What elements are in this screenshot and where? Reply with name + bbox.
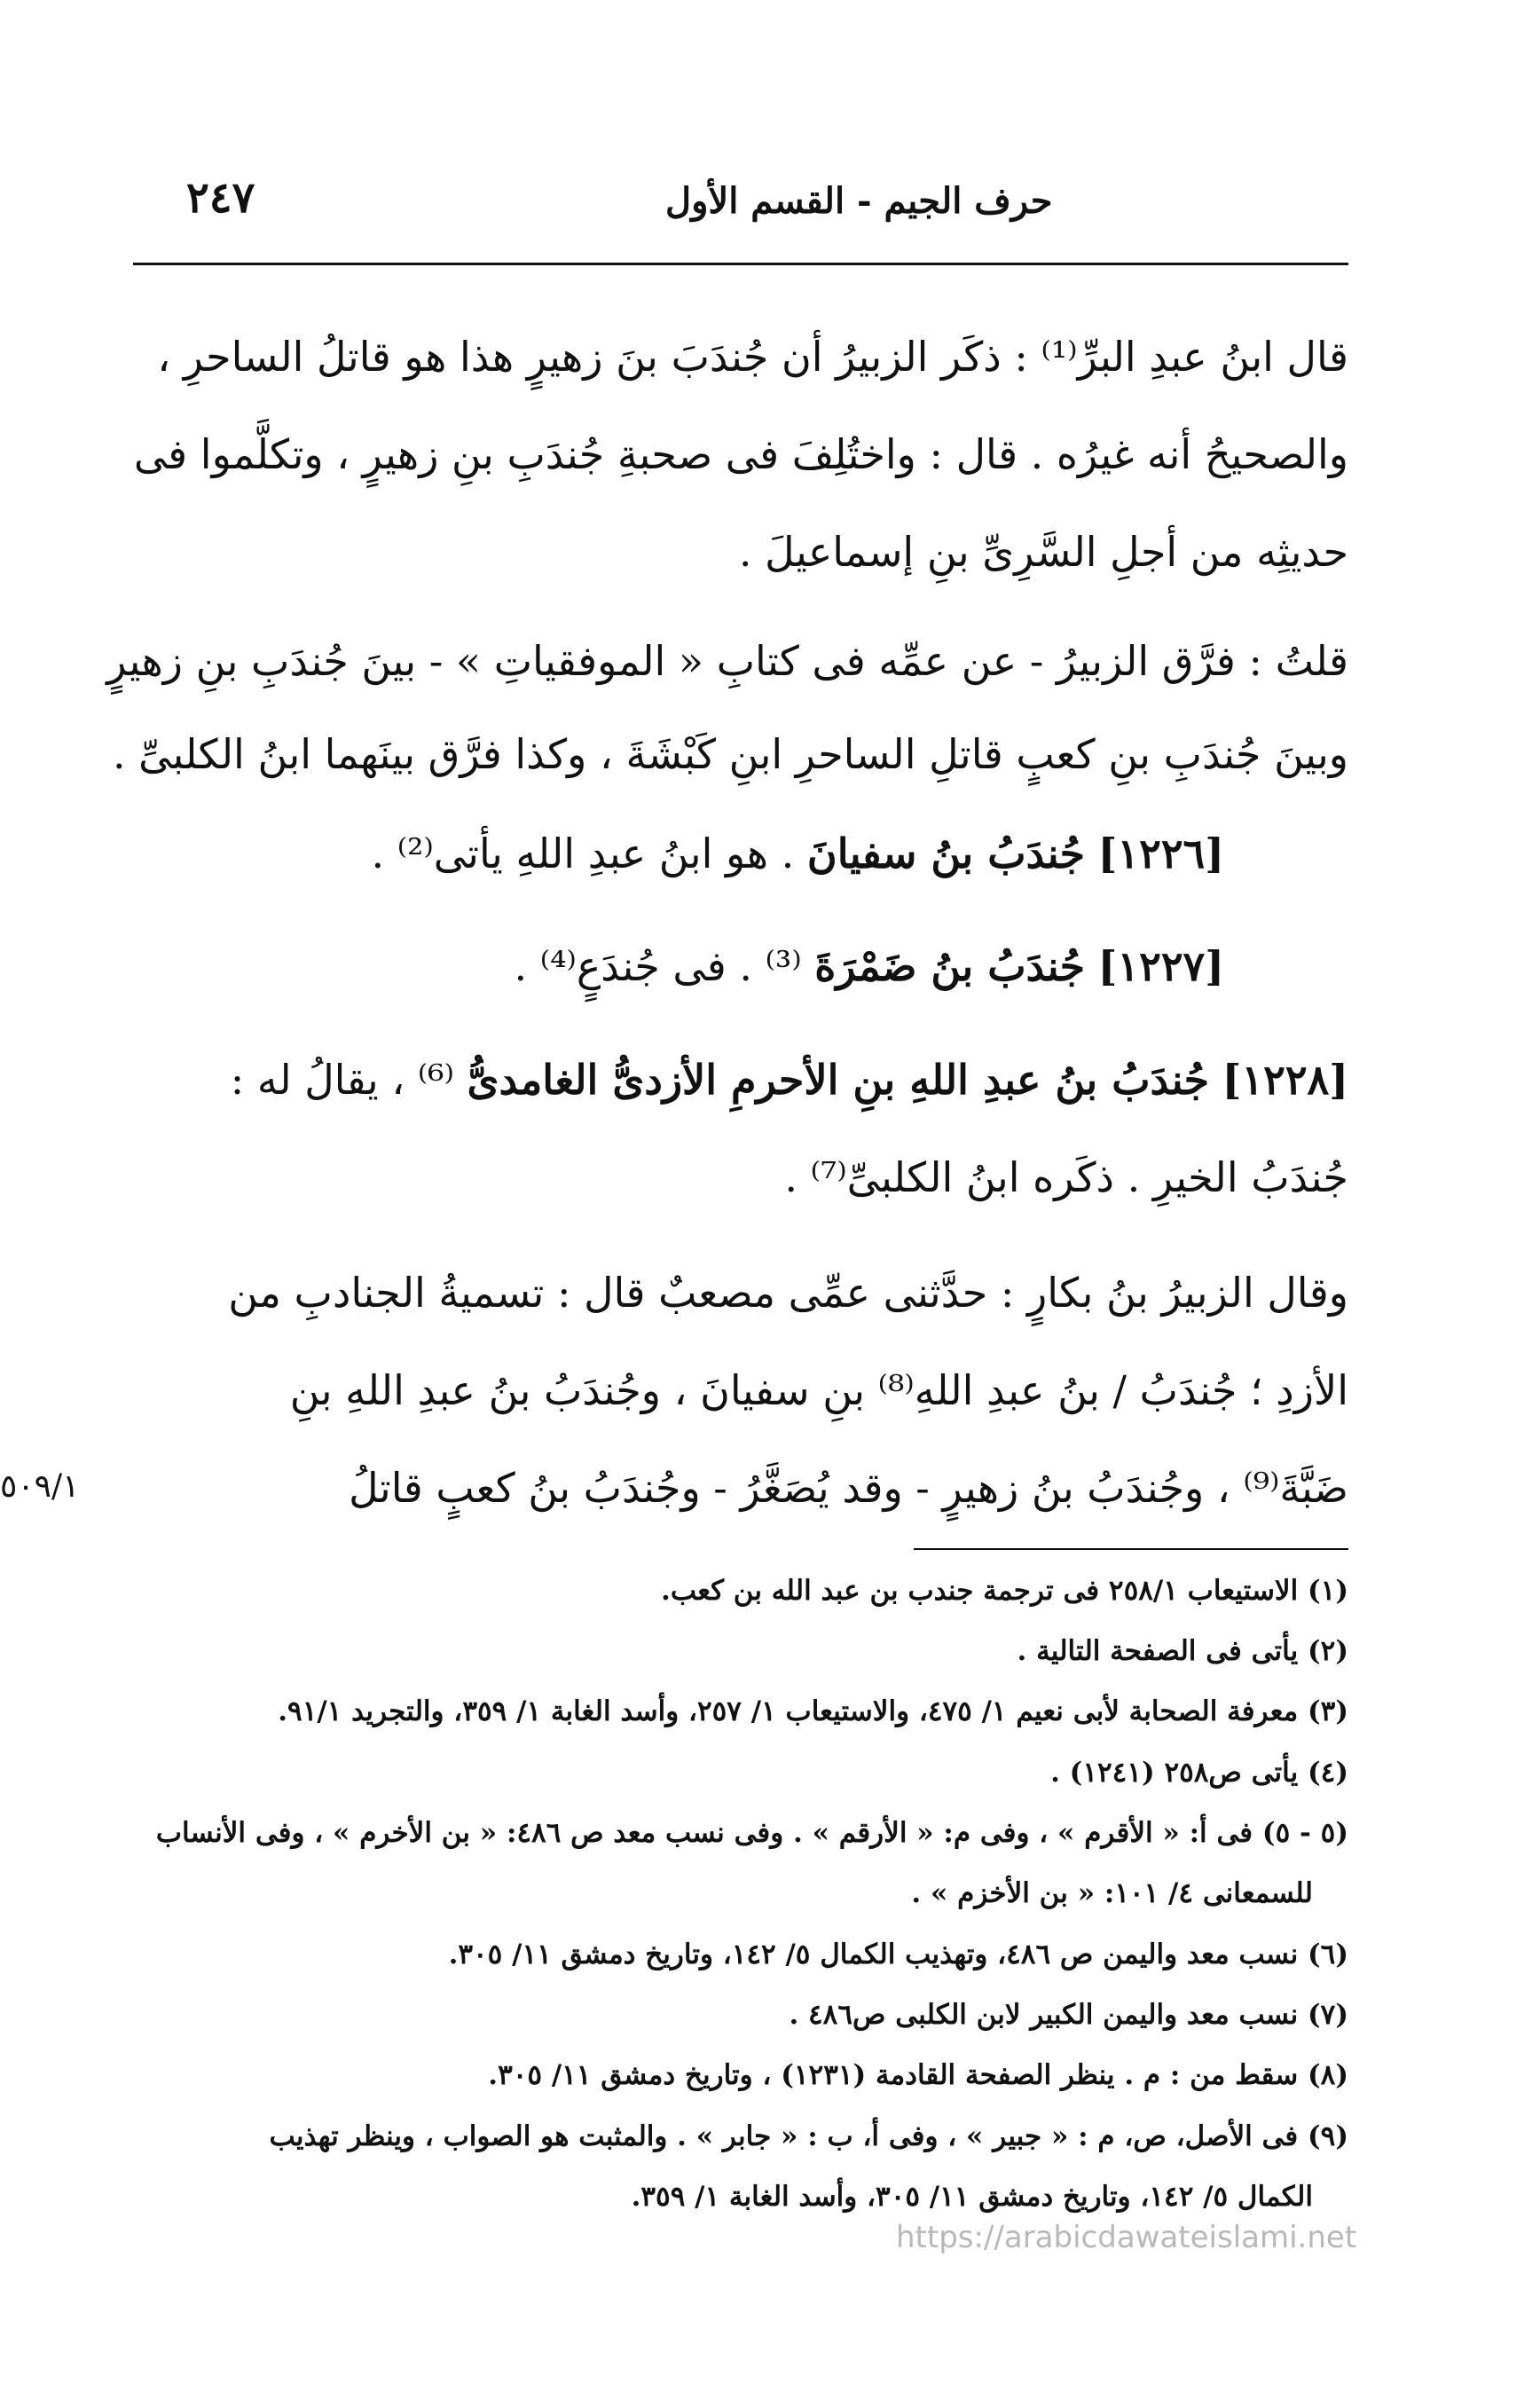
footnote: (٧) نسب معد واليمن الكبير لابن الكلبى ص٤٨٦ . bbox=[789, 1999, 1348, 2031]
footnote: (٦) نسب معد واليمن ص ٤٨٦، وتهذيب الكمال ٥/ ١٤٢، وتاريخ دمشق ١١/ ٣٠٥. bbox=[448, 1939, 1348, 1970]
footnote: (٥ - ٥) فى أ: « الأقرم » ، وفى م: « الأرقم » . وفى نسب معد ص ٤٨٦: « بن الأخرم » ، وفى الأنساب bbox=[155, 1817, 1348, 1849]
footnote: (٨) سقط من : م . ينظر الصفحة القادمة (١٢٣١) ، وتاريخ دمشق ١١/ ٣٠٥. bbox=[488, 2059, 1348, 2091]
text-line: جُندَبُ الخيرِ . ذكَره ابنُ الكلبىِّ⁽⁷⁾ . bbox=[784, 1153, 1348, 1201]
entry-name: جُندَبُ بنُ سفيانَ bbox=[806, 830, 1086, 877]
text-line: ضَبَّةَ⁽⁹⁾ ، وجُندَبُ بنُ زهيرٍ - وقد يُصَغَّرُ - وجُندَبُ بنُ كعبٍ قاتلُ bbox=[349, 1464, 1348, 1512]
margin-reference: ٥٠٩/١ bbox=[0, 1468, 80, 1505]
text-line: وقال الزبيرُ بنُ بكارٍ : حدَّثنى عمِّى مصعبٌ قال : تسميةُ الجنادبِ من bbox=[228, 1269, 1348, 1317]
text-line: وبينَ جُندَبِ بنِ كعبٍ قاتلِ الساحرِ ابنِ كَبْشَةَ ، وكذا فرَّق بينَهما ابنُ الكلبىِّ . bbox=[112, 730, 1348, 778]
entry-name: جُندَبُ بنُ ضَمْرَةَ bbox=[814, 942, 1086, 990]
main-text bbox=[106, 0, 1348, 2399]
entry-1227 bbox=[133, 942, 1224, 990]
entry-number: [١٢٢٨] bbox=[1222, 1056, 1348, 1104]
entry-name: جُندَبُ بنُ عبدِ اللهِ بنِ الأحرمِ الأزدىُّ الغامدىُّ bbox=[467, 1056, 1210, 1104]
running-title: حرف الجيم - القسم الأول bbox=[665, 180, 1053, 222]
footnote: (٤) يأتى ص٢٥٨ (١٢٤١) . bbox=[1050, 1757, 1348, 1789]
footnote: (٣) معرفة الصحابة لأبى نعيم ١/ ٤٧٥، والاستيعاب ١/ ٢٥٧، وأسد الغابة ١/ ٣٥٩، والتجريد ٩١/١. bbox=[278, 1695, 1348, 1727]
footnote: (٢) يأتى فى الصفحة التالية . bbox=[1017, 1635, 1348, 1667]
footnote: (٩) فى الأصل، ص، م : « جبير » ، وفى أ، ب : « جابر » . والمثبت هو الصواب ، وينظر تهذيب bbox=[269, 2120, 1348, 2152]
entry-text: . هو ابنُ عبدِ اللهِ يأتى⁽²⁾ . bbox=[371, 830, 795, 877]
entry-text: ⁽⁶⁾ ، يقالُ له : bbox=[230, 1056, 454, 1104]
entry-text: ⁽³⁾ . فى جُندَعٍ⁽⁴⁾ . bbox=[514, 942, 802, 990]
text-line: والصحيحُ أنه غيرُه . قال : واختُلِفَ فى صحبةِ جُندَبِ بنِ زهيرٍ ، وتكلَّموا فى bbox=[133, 430, 1348, 478]
entry-number: [١٢٢٦] bbox=[1097, 830, 1224, 877]
text-line: قلتُ : فرَّق الزبيرُ - عن عمِّه فى كتابِ « الموفقياتِ » - بينَ جُندَبِ بنِ زهيرٍ bbox=[106, 637, 1348, 685]
entry-1228 bbox=[133, 1056, 1348, 1104]
entry-1226 bbox=[133, 830, 1224, 877]
entry-number: [١٢٢٧] bbox=[1097, 942, 1224, 990]
text-line: الأزدِ ؛ جُندَبُ / بنُ عبدِ اللهِ⁽⁸⁾ بنِ سفيانَ ، وجُندَبُ بنُ عبدِ اللهِ بنِ bbox=[289, 1366, 1348, 1414]
watermark-url: https://arabicdawateislami.net bbox=[896, 2220, 1357, 2255]
footnote-continuation: الكمال ٥/ ١٤٢، وتاريخ دمشق ١١/ ٣٠٥، وأسد الغابة ١/ ٣٥٩. bbox=[631, 2181, 1313, 2213]
text-line: قال ابنُ عبدِ البرِّ⁽¹⁾ : ذكَر الزبيرُ أن جُندَبَ بنَ زهيرٍ هذا هو قاتلُ الساحرِ ، bbox=[157, 333, 1348, 381]
footnote-continuation: للسمعانى ٤/ ١٠١: « بن الأخزم » . bbox=[911, 1877, 1313, 1909]
footnote-rule bbox=[914, 1548, 1348, 1550]
text-line: حديثِه من أجلِ السَّرِىِّ بنِ إسماعيلَ . bbox=[738, 528, 1348, 576]
page-number: ٢٤٧ bbox=[186, 173, 255, 223]
footnote: (١) الاستيعاب ٢٥٨/١ فى ترجمة جندب بن عبد الله بن كعب. bbox=[661, 1575, 1348, 1607]
